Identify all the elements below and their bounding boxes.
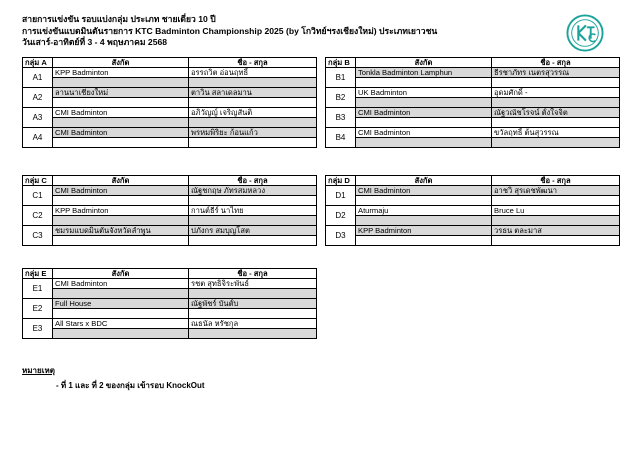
seed-code: B1 (326, 68, 356, 88)
column-name: ชื่อ - สกุล (189, 269, 317, 279)
seed-code: B4 (326, 128, 356, 148)
seed-code: D2 (326, 206, 356, 226)
player-name-cell: อุดมศักดิ์ - (492, 88, 620, 98)
club-cell: All Stars x BDC (53, 319, 189, 329)
seed-code: A3 (23, 108, 53, 128)
seed-code: E2 (23, 299, 53, 319)
player-name-cell: วรธน ตละมาส (492, 226, 620, 236)
player-name-cell: ขวัลฤทธิ์ ต้นสุวรรณ (492, 128, 620, 138)
player-name-cell: ณัฐชกฤษ ภัทรสมหลวง (189, 186, 317, 196)
club-cell: CMI Badminton (356, 186, 492, 196)
player-name-cell: กานต์ธีร์ นาไทย (189, 206, 317, 216)
group-c-table (22, 175, 317, 246)
seed-code: D3 (326, 226, 356, 246)
club-cell: ชมรมแบดมินตันจังหวัดลำพูน (53, 226, 189, 236)
group-label: กลุ่ม A (23, 58, 53, 68)
group-b-table (325, 57, 620, 148)
group-label: กลุ่ม C (23, 176, 53, 186)
ktc-logo-icon (566, 14, 604, 52)
player-name-cell: อภิวัญญ์ เจริญสันติ (189, 108, 317, 118)
player-name-cell: Bruce Lu (492, 206, 620, 216)
club-cell: CMI Badminton (53, 186, 189, 196)
club-cell: CMI Badminton (356, 128, 492, 138)
column-name: ชื่อ - สกุล (189, 58, 317, 68)
club-cell: CMI Badminton (53, 108, 189, 118)
club-cell: KPP Badminton (53, 206, 189, 216)
column-name: ชื่อ - สกุล (492, 58, 620, 68)
seed-code: A2 (23, 88, 53, 108)
seed-code: C1 (23, 186, 53, 206)
seed-code: A4 (23, 128, 53, 148)
column-club: สังกัด (53, 58, 189, 68)
seed-code: E1 (23, 279, 53, 299)
seed-code: E3 (23, 319, 53, 339)
player-name-cell: ณธนัล หรัชกุล (189, 319, 317, 329)
group-d-table (325, 175, 620, 246)
remarks (22, 364, 205, 392)
club-cell: KPP Badminton (356, 226, 492, 236)
header-line-2: การแข่งขันแบดมินตันรายการ KTC Badminton Championship 2025 (by โกวิทย์ฯรงเชียงใหม่) ประเภทเยาวชน (22, 25, 438, 36)
club-cell: UK Badminton (356, 88, 492, 98)
club-cell: KPP Badminton (53, 68, 189, 78)
group-a-table (22, 57, 317, 148)
group-e-table (22, 268, 317, 339)
header-line-3: วันเสาร์-อาทิตย์ที่ 3 - 4 พฤษภาคม 2568 (22, 37, 168, 47)
seed-code: B3 (326, 108, 356, 128)
player-name-cell: ณัฐวณัชโรจน์ ตั้งใจจิต (492, 108, 620, 118)
player-name-cell: ปภังกร สมบุญโสต (189, 226, 317, 236)
player-name-cell: อาชวิ สุรเดชพัฒนา (492, 186, 620, 196)
player-name-cell: พรหมพิริยะ ก้อนแก้ว (189, 128, 317, 138)
club-cell: CMI Badminton (53, 279, 189, 289)
player-name-cell: ณัฐพัชร์ บันตั้บ (189, 299, 317, 309)
group-label: กลุ่ม D (326, 176, 356, 186)
column-club: สังกัด (53, 269, 189, 279)
club-cell: Full House (53, 299, 189, 309)
seed-code: D1 (326, 186, 356, 206)
group-label: กลุ่ม E (23, 269, 53, 279)
club-cell: ลานนาเชียงใหม่ (53, 88, 189, 98)
remarks-line: - ที่ 1 และ ที่ 2 ของกลุ่ม เข้ารอบ KnockOut (56, 381, 205, 390)
column-club: สังกัด (356, 176, 492, 186)
player-name-cell: อรรถวิต อ่อนฤทธิ์ (189, 68, 317, 78)
column-name: ชื่อ - สกุล (189, 176, 317, 186)
column-club: สังกัด (356, 58, 492, 68)
column-name: ชื่อ - สกุล (492, 176, 620, 186)
seed-code: A1 (23, 68, 53, 88)
remarks-title: หมายเหตุ (22, 366, 55, 375)
club-cell: Aturmaju (356, 206, 492, 216)
group-label: กลุ่ม B (326, 58, 356, 68)
club-cell: Tonkla Badminton Lamphun (356, 68, 492, 78)
document-header (22, 14, 437, 49)
club-cell: CMI Badminton (356, 108, 492, 118)
player-name-cell: ตาวิน สลาเดลมาน (189, 88, 317, 98)
seed-code: C3 (23, 226, 53, 246)
seed-code: C2 (23, 206, 53, 226)
player-name-cell: รชต สุทธิจิระพันธ์ (189, 279, 317, 289)
club-cell: CMI Badminton (53, 128, 189, 138)
header-line-1: สายการแข่งขัน รอบแบ่งกลุ่ม ประเภท ชายเดี่ยว 10 ปี (22, 14, 216, 24)
player-name-cell: ธีรชาภัทร เนตรสุวรรณ (492, 68, 620, 78)
column-club: สังกัด (53, 176, 189, 186)
seed-code: B2 (326, 88, 356, 108)
